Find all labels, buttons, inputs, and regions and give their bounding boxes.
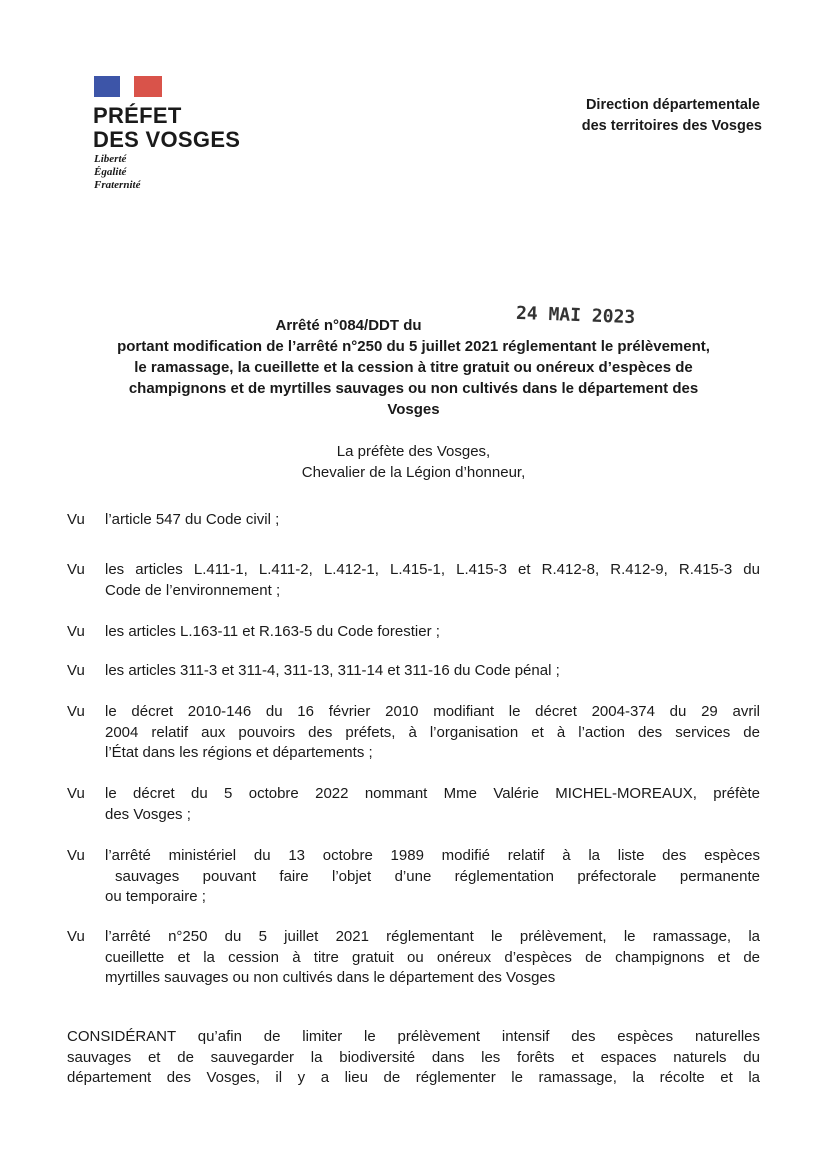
logo-line1: PRÉFET — [93, 103, 182, 128]
visa-line: myrtilles sauvages ou non cultivés dans le département des Vosges — [105, 969, 556, 986]
visa-line: le décret du 5 octobre 2022 nommant Mme Valérie MICHEL-MOREAUX, préfète — [105, 785, 760, 802]
visa-line: 2004 relatif aux pouvoirs des préfets, à l’organisation et à l’action des services de — [105, 723, 760, 741]
motto-fraternite: Fraternité — [94, 179, 141, 191]
visa-line: l’arrêté n°250 du 5 juillet 2021 réglementant le prélèvement, le ramassage, la — [105, 928, 760, 945]
decree-number: Arrêté n°084/DDT du — [275, 317, 422, 334]
visa-line: Code de l’environnement ; — [105, 581, 281, 599]
visa-key: Vu — [67, 623, 85, 640]
considerant-line: département des Vosges, il y a lieu de réglementer le ramassage, la récolte et la — [67, 1069, 760, 1086]
title-line: le ramassage, la cueillette et la cession à titre gratuit ou onéreux d’espèces de — [134, 359, 693, 376]
title-line: champignons et de myrtilles sauvages ou non cultivés dans le département des — [128, 380, 699, 397]
visa-key: Vu — [67, 928, 85, 945]
visa-line: des Vosges ; — [105, 805, 191, 823]
direction-header — [520, 95, 760, 137]
motto — [94, 153, 140, 192]
visa-key: Vu — [67, 662, 85, 679]
visa-key: Vu — [67, 847, 85, 864]
visa-key: Vu — [67, 511, 85, 528]
visa-item — [67, 846, 760, 908]
visa-key: Vu — [67, 703, 85, 720]
considerant-line: CONSIDÉRANT qu’afin de limiter le prélèvement intensif des espèces naturelles — [67, 1028, 760, 1045]
visa-line: l’arrêté ministériel du 13 octobre 1989 modifié relatif à la liste des espèces — [105, 847, 760, 864]
visa-item — [67, 560, 760, 601]
visa-item — [67, 927, 760, 989]
motto-liberte: Liberté — [94, 153, 127, 165]
visa-item — [67, 784, 760, 825]
date-stamp: 24 MAI 2023 — [515, 302, 636, 329]
signatory-line: La préfète des Vosges, — [336, 443, 491, 460]
visa-key: Vu — [67, 561, 85, 578]
visa-line: sauvages pouvant faire l’objet d’une réglementation préfectorale permanente — [115, 867, 760, 885]
visa-item — [67, 622, 760, 643]
direction-line2: des territoires des Vosges — [581, 118, 762, 134]
visa-line: les articles L.411-1, L.411-2, L.412-1, L.415-1, L.415-3 et R.412-8, R.412-9, R.415-3 du — [105, 561, 760, 578]
motto-egalite: Égalité — [94, 166, 127, 178]
prefecture-logo — [93, 104, 240, 152]
marianne-logo-icon — [94, 76, 162, 97]
direction-line1: Direction départementale — [585, 97, 760, 113]
title-line: portant modification de l’arrêté n°250 du 5 juillet 2021 réglementant le prélèvement, — [117, 338, 710, 355]
signatory-line: Chevalier de la Légion d’honneur, — [301, 464, 526, 481]
visa-line: l’État dans les régions et départements ; — [105, 744, 373, 761]
decree-title — [40, 315, 787, 420]
visa-line: l’article 547 du Code civil ; — [105, 511, 280, 528]
signatory — [100, 441, 727, 483]
logo-line2: DES VOSGES — [93, 127, 241, 152]
visa-key: Vu — [67, 785, 85, 802]
visa-line: cueillette et la cession à titre gratuit ou onéreux d’espèces de champignons et de — [105, 948, 760, 966]
visa-line: le décret 2010-146 du 16 février 2010 modifiant le décret 2004-374 du 29 avril — [105, 703, 760, 720]
considerant-paragraph — [67, 1027, 760, 1089]
visa-item — [67, 661, 760, 682]
visa-line: les articles L.163-11 et R.163-5 du Code forestier ; — [105, 623, 440, 640]
visa-item — [67, 510, 760, 531]
title-line: Vosges — [387, 401, 440, 418]
visa-item — [67, 702, 760, 764]
considerant-line: sauvages et de sauvegarder la biodiversité dans les forêts et espaces naturels du — [67, 1048, 760, 1066]
visa-line: ou temporaire ; — [105, 888, 206, 905]
visa-line: les articles 311-3 et 311-4, 311-13, 311-14 et 311-16 du Code pénal ; — [105, 662, 560, 679]
